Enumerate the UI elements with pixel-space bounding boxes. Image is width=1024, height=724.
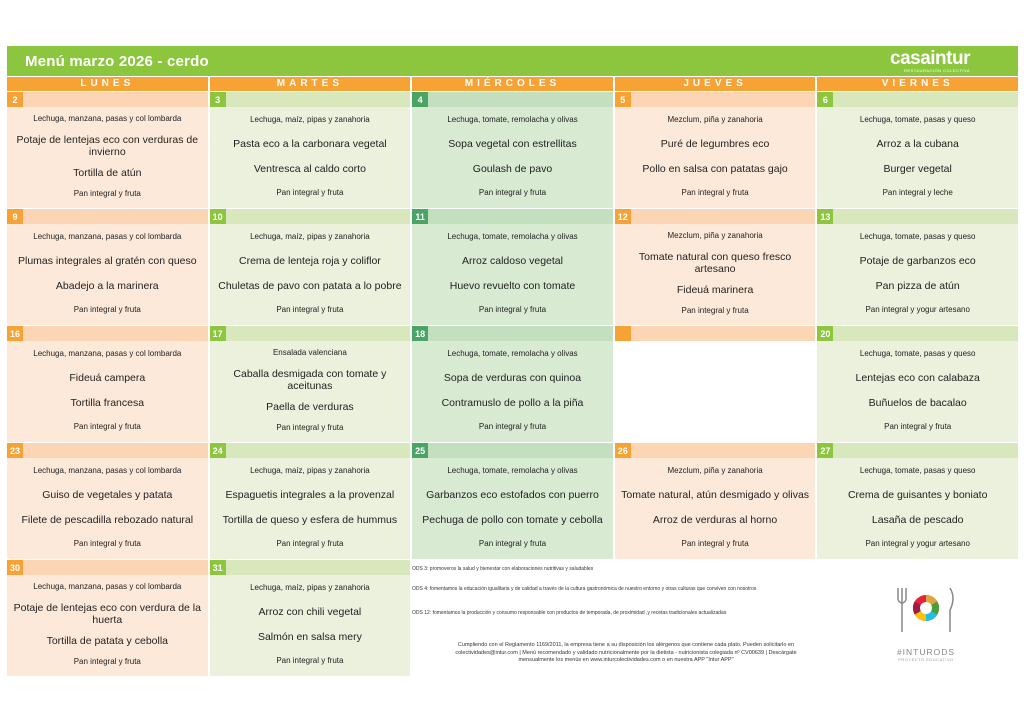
second-course: Filete de pescadilla rebozado natural [21,513,194,526]
salad-item: Mezclum, piña y zanahoria [667,466,763,476]
salad-item: Lechuga, manzana, pasas y col lombarda [33,232,182,242]
day-number-fill [23,443,208,458]
day-number-fill [631,92,816,107]
day-cell [7,443,208,559]
bread-dessert: Pan integral y fruta [478,421,547,431]
bread-dessert: Pan integral y fruta [681,187,749,197]
second-course: Chuletas de pavo con patata a lo pobre [218,279,402,292]
day-number: 6 [817,92,833,107]
bread-dessert: Pan integral y fruta [73,421,141,431]
second-course: Huevo revuelto con tomate [449,279,576,292]
day-number-fill [226,443,411,458]
day-number-fill [428,92,613,107]
day-number-bar [210,443,411,458]
day-cell [412,443,613,559]
salad-item: Lechuga, maíz, pipas y zanahoria [250,466,370,476]
first-course: Puré de legumbres eco [660,138,770,151]
legal-notice [431,642,821,665]
day-thursday: JUEVES [615,77,816,91]
day-number: 27 [817,443,833,458]
day-number-bar [412,209,613,224]
salad-item: Mezclum, piña y zanahoria [667,115,763,125]
bread-dessert: Pan integral y fruta [73,538,141,548]
bread-dessert: Pan integral y fruta [276,538,344,548]
day-number: 12 [615,209,631,224]
day-tuesday: MARTES [210,77,411,91]
second-course: Tortilla de queso y esfera de hummus [222,513,398,526]
day-number: 17 [210,326,226,341]
legal-line-3: mensualmente los menús en www.inturcolectividades.com o en nuestra APP "Intur APP" [518,657,734,663]
bread-dessert: Pan integral y fruta [73,304,141,314]
salad-item: Lechuga, tomate, pasas y queso [859,115,976,125]
first-course: Potaje de lentejas eco con verduras de invierno [16,133,199,158]
first-course: Plumas integrales al gratén con queso [17,255,197,268]
logo-brand: casaintur [890,48,970,69]
day-number-fill [23,326,208,341]
second-course: Lasaña de pescado [871,513,964,526]
ods12-note: ODS 12: fomentamos la producción y consumo responsable con productos de temporada, de proximidad ,y recetas tradicionales actualizadas [412,610,727,616]
day-cell [210,92,411,208]
legal-line-1: Cumpliendo con el Reglamento 1169/2011, la empresa tiene a su disposición los alérgenos que contiene cada plato. Pueden solicitarlo en [457,642,795,648]
day-wednesday: MIÉRCOLES [412,77,613,91]
second-course: Pan pizza de atún [875,279,960,292]
second-course: Abadejo a la marinera [55,279,159,292]
bread-dessert: Pan integral y fruta [478,187,547,197]
salad-item: Lechuga, tomate, remolacha y olivas [447,232,578,242]
bread-dessert: Pan integral y fruta [73,189,141,199]
salad-item: Lechuga, manzana, pasas y col lombarda [33,466,182,476]
day-number-fill [226,560,411,575]
day-number-bar [210,209,411,224]
day-number-bar [817,326,1018,341]
first-course: Crema de guisantes y boniato [847,489,988,502]
second-course: Arroz de verduras al horno [652,513,778,526]
salad-item: Ensalada valenciana [272,347,347,357]
day-number-bar [7,560,208,575]
bread-dessert: Pan integral y fruta [276,423,344,433]
day-menu [817,107,1018,208]
day-number-bar [7,209,208,224]
day-menu [210,458,411,559]
day-number-bar [7,326,208,341]
day-number-fill [428,443,613,458]
day-number: 9 [7,209,23,224]
first-course: Lentejas eco con calabaza [855,372,980,385]
day-number: 4 [412,92,428,107]
second-course: Pollo en salsa con patatas gajo [642,162,788,175]
bread-dessert: Pan integral y fruta [73,657,141,667]
info-panel [411,560,1018,680]
day-number-bar [412,443,613,458]
day-number: 3 [210,92,226,107]
day-number: 31 [210,560,226,575]
ods-subtitle: PROYECTO EDUCATIVO [898,657,954,662]
day-menu [615,458,816,559]
day-number-fill [833,92,1018,107]
day-menu [412,107,613,208]
day-number-fill [23,92,208,107]
day-number: 30 [7,560,23,575]
day-number-bar [210,560,411,575]
ods-hashtag: #INTURODS [896,647,956,657]
second-course: Pechuga de pollo con tomate y cebolla [422,513,603,526]
first-course: Potaje de garbanzos eco [859,255,976,268]
salad-item: Lechuga, tomate, pasas y queso [859,466,976,476]
second-course: Tortilla de patata y cebolla [46,635,168,648]
day-number: 2 [7,92,23,107]
day-number: 16 [7,326,23,341]
logo-tagline: RESTAURACIÓN COLECTIVA [904,68,970,73]
menu-header [7,46,1018,76]
day-number-fill [833,443,1018,458]
day-number-fill [226,92,411,107]
day-number: 10 [210,209,226,224]
day-menu [615,341,816,442]
day-cell [615,92,816,208]
second-course: Fideuá marinera [676,284,754,297]
day-number: 25 [412,443,428,458]
bread-dessert: Pan integral y fruta [276,655,344,665]
day-menu [412,224,613,325]
day-cell [412,326,613,442]
day-menu [210,224,411,325]
day-menu [817,458,1018,559]
day-menu [615,224,816,325]
bread-dessert: Pan integral y fruta [276,187,344,197]
day-cell [7,326,208,442]
day-menu [817,224,1018,325]
day-menu [210,341,411,442]
day-number-fill [833,209,1018,224]
first-course: Espaguetis integrales a la provenzal [225,489,395,502]
first-course: Crema de lenteja roja y coliflor [238,255,381,268]
day-number-fill [23,209,208,224]
second-course: Goulash de pavo [472,162,553,175]
day-cell [615,443,816,559]
salad-item: Lechuga, manzana, pasas y col lombarda [33,349,182,359]
day-number: 18 [412,326,428,341]
ods4-note: ODS 4: fomentamos la educación igualitaria y de calidad a través de la cultura gastronómica de nuestro entorno y otras culturas que conviven con nosotros [412,586,757,592]
day-cell [7,92,208,208]
day-cell [412,92,613,208]
day-cell [210,326,411,442]
first-course: Fideuá campera [69,372,146,385]
casaintur-logo [890,49,1018,73]
legal-line-2: colectividades@intur.com | Menú recomendado y validado nutricionalmente por la dietista - nutricionista colegiada nº CV00639 | Descárgate [455,649,797,656]
second-course: Paella de verduras [266,401,354,414]
day-menu [615,107,816,208]
ods-wheel-icon [894,582,958,638]
day-cell [817,326,1018,442]
day-number-bar [210,326,411,341]
day-number: 23 [7,443,23,458]
menu-title: Menú marzo 2026 - cerdo [25,52,209,70]
first-course: Potaje de lentejas eco con verdura de la huerta [13,601,201,626]
bread-dessert: Pan integral y yogur artesano [865,538,970,548]
day-number-bar [615,92,816,107]
second-course: Burger vegetal [883,162,952,175]
first-course: Tomate natural, atún desmigado y olivas [621,489,810,502]
day-number-fill [226,209,411,224]
bread-dessert: Pan integral y fruta [681,538,749,548]
day-menu [7,224,208,325]
day-menu [210,575,411,676]
second-course: Buñuelos de bacalao [868,396,967,409]
second-course: Tortilla francesa [70,396,145,409]
day-number-bar [615,209,816,224]
day-cell [615,209,816,325]
salad-item: Lechuga, maíz, pipas y zanahoria [250,583,370,593]
day-cell [817,209,1018,325]
day-number-bar [615,443,816,458]
day-menu [7,107,208,208]
first-course: Garbanzos eco estofados con puerro [426,489,599,502]
salad-item: Lechuga, manzana, pasas y col lombarda [33,113,182,123]
bread-dessert: Pan integral y fruta [478,304,547,314]
day-number-bar [817,443,1018,458]
second-course: Contramuslo de pollo a la piña [441,396,584,409]
day-menu [7,341,208,442]
salad-item: Lechuga, tomate, remolacha y olivas [447,349,578,359]
day-cell [7,560,208,676]
bread-dessert: Pan integral y yogur artesano [865,304,970,314]
ods-logo [881,582,971,677]
day-number: 11 [412,209,428,224]
day-cell [817,92,1018,208]
salad-item: Lechuga, tomate, pasas y queso [859,349,976,359]
day-number-bar [210,92,411,107]
day-cell [412,209,613,325]
day-number-fill [631,326,816,341]
salad-item: Lechuga, tomate, remolacha y olivas [447,466,578,476]
day-number: 13 [817,209,833,224]
day-number-fill [833,326,1018,341]
day-number-bar [7,92,208,107]
day-number: 24 [210,443,226,458]
salad-item: Lechuga, tomate, remolacha y olivas [447,115,578,125]
day-number [615,326,631,341]
salad-item: Lechuga, maíz, pipas y zanahoria [250,115,370,125]
first-course: Arroz con chili vegetal [258,606,362,619]
bread-dessert: Pan integral y leche [882,187,953,197]
day-menu [7,575,208,676]
day-menu [412,458,613,559]
second-course: Salmón en salsa mery [257,630,362,643]
day-cell [817,443,1018,559]
day-number-fill [428,326,613,341]
second-course: Tortilla de atún [73,167,142,180]
second-course: Ventresca al caldo corto [253,162,366,175]
day-number: 26 [615,443,631,458]
day-friday: VIERNES [817,77,1018,91]
day-number-bar [615,326,816,341]
salad-item: Mezclum, piña y zanahoria [667,230,763,240]
day-number-bar [817,92,1018,107]
day-menu [210,107,411,208]
day-number-bar [7,443,208,458]
day-number-fill [226,326,411,341]
day-cell [7,209,208,325]
bread-dessert: Pan integral y fruta [681,306,749,316]
first-course: Pasta eco a la carbonara vegetal [233,138,387,151]
bread-dessert: Pan integral y fruta [276,304,344,314]
day-monday: LUNES [7,77,208,91]
day-cell [210,443,411,559]
ods3-note: ODS 3: promoveros la salud y bienestar con elaboraciones nutritivas y saludables [412,566,594,572]
day-number-bar [817,209,1018,224]
first-course: Sopa de verduras con quinoa [443,372,582,385]
first-course: Sopa vegetal con estrellitas [448,138,577,151]
day-number-bar [412,92,613,107]
bread-dessert: Pan integral y fruta [478,538,547,548]
first-course: Tomate natural con queso fresco artesano [638,250,792,275]
first-course: Arroz caldoso vegetal [462,255,563,268]
bread-dessert: Pan integral y fruta [884,421,952,431]
day-menu [817,341,1018,442]
day-menu [412,341,613,442]
day-cell [210,209,411,325]
salad-item: Lechuga, maíz, pipas y zanahoria [250,232,370,242]
salad-item: Lechuga, manzana, pasas y col lombarda [33,581,182,591]
day-number: 5 [615,92,631,107]
day-number: 20 [817,326,833,341]
first-course: Arroz a la cubana [876,138,959,151]
day-number-fill [428,209,613,224]
weekday-header-row [7,77,1018,91]
day-cell [615,326,816,442]
day-number-fill [631,209,816,224]
day-menu [7,458,208,559]
first-course: Caballa desmigada con tomate y aceitunas [233,367,387,392]
day-number-bar [412,326,613,341]
first-course: Guiso de vegetales y patata [42,489,173,502]
day-number-fill [631,443,816,458]
salad-item: Lechuga, tomate, pasas y queso [859,232,976,242]
day-cell [210,560,411,676]
day-number-fill [23,560,208,575]
